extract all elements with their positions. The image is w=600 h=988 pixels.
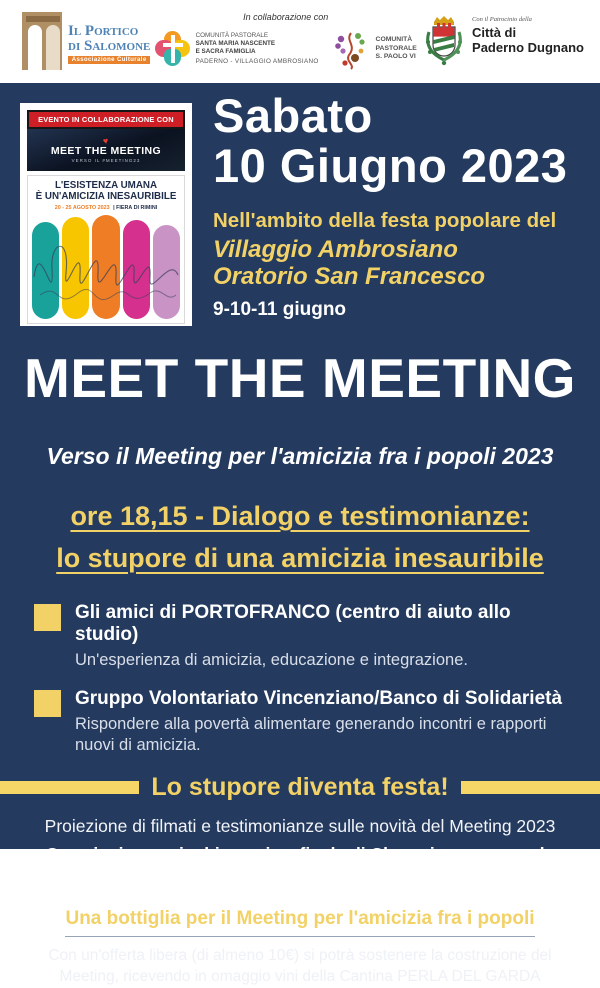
program-heading-line1: ore 18,15 - Dialogo e testimonianze: (70, 500, 530, 531)
event-day: Sabato (213, 89, 373, 142)
spaolo-line1: COMUNITÀ (375, 35, 413, 43)
poster-title-line2: È UN'AMICIZIA INESAURIBILE (35, 190, 177, 202)
portico-title-line2: di Salomone (68, 38, 151, 55)
flyer-body (0, 83, 600, 986)
comunita-smn-logo (155, 31, 319, 67)
event-context: Nell'ambito della festa popolare del (213, 208, 557, 232)
line-art-overlay (30, 215, 182, 319)
event-date-block (213, 91, 567, 321)
main-subtitle: Verso il Meeting per l'amicizia fra i popoli 2023 (46, 442, 554, 469)
patronage-block (421, 14, 584, 76)
festa-banner (0, 773, 600, 802)
event-dates-range: 9-10-11 giugno (213, 299, 347, 321)
vine-art-icon (331, 27, 371, 71)
cross-icon (155, 31, 191, 67)
festa-banner-title: Lo stupore diventa festa! (151, 773, 449, 802)
patronage-city (472, 26, 584, 56)
comunita-smn-text (196, 32, 319, 65)
banner-bar-right (461, 781, 600, 794)
poster-title-block (27, 175, 185, 324)
smn-line2: SANTA MARIA NASCENTE (195, 40, 276, 48)
festa-line2: Cena insieme, giochi, musica, finale di Champions su grande schermo (45, 844, 555, 886)
patronage-text (472, 16, 584, 56)
spaolo-line3: S. PAOLO VI (375, 53, 416, 61)
collaboration-block (155, 12, 417, 71)
poster-title-line1: L'ESISTENZA UMANA (54, 180, 158, 191)
bottle-heading-wrap (0, 908, 600, 937)
portico-title-line1: Il Portico (68, 23, 139, 39)
poster-date-dark: | FIERA DI RIMINI (113, 204, 158, 211)
bottle-text: Con un'offerta libera (di almeno 10€) si potrà sostenere la costruzione del Meeting, ricevendo in omaggio vini della Cantina PERLA DEL GARDA (48, 947, 552, 986)
portico-text (68, 24, 150, 64)
program-item-vincenziano (34, 688, 566, 756)
program-item-text (75, 688, 566, 756)
item-desc: Un'esperienza di amicizia, educazione e integrazione. (75, 651, 468, 670)
program-heading (0, 496, 600, 580)
program-items (34, 602, 566, 757)
header-logos (0, 0, 600, 83)
bottle-heading: Una bottiglia per il Meeting per l'amicizia fra i popoli (65, 908, 534, 937)
collaboration-logos (155, 27, 417, 71)
heart-icon: ♥ (102, 135, 110, 147)
spaolo-line2: PASTORALE (375, 44, 417, 52)
event-date: 10 Giugno 2023 (213, 139, 568, 193)
poster-logo-subtitle: VERSO IL #MEETING23 (71, 158, 141, 164)
bullet-square-icon (34, 690, 61, 717)
poster-date (30, 205, 182, 211)
item-title: Gli amici di PORTOFRANCO (centro di aiuto allo studio) (75, 601, 511, 646)
bullet-square-icon (34, 604, 61, 631)
smn-sub: PADERNO - VILLAGGIO AMBROSIANO (195, 57, 319, 65)
poster-logo-title: MEET THE MEETING (50, 144, 162, 157)
poster-date-orange: 20 - 25 AGOSTO 2023 (54, 204, 110, 211)
collaboration-label: In collaborazione con (243, 12, 329, 22)
banner-bar-left (0, 781, 139, 794)
event-place-line1: Villaggio Ambrosiano (213, 235, 458, 263)
patronage-city-line1: Città di (472, 25, 517, 40)
program-heading-line2: lo stupore di una amicizia inesauribile (56, 542, 544, 573)
poster-banner: EVENTO IN COLLABORAZIONE CON (27, 110, 185, 129)
comunita-spaolo-text (376, 36, 417, 62)
main-title: MEET THE MEETING (24, 347, 576, 409)
smn-line3: E SACRA FAMIGLIA (195, 48, 256, 55)
poster-figures-art (30, 215, 182, 319)
arches-icon (20, 10, 64, 72)
meeting-poster-image (20, 103, 192, 326)
comunita-spaolo-logo (331, 27, 417, 71)
portico-di-salomone-logo (20, 10, 150, 72)
event-place-line2: Oratorio San Francesco (213, 262, 486, 290)
program-item-portofranco (34, 602, 566, 672)
program-item-text (75, 602, 566, 672)
patronage-city-line2: Paderno Dugnano (472, 39, 584, 55)
item-title: Gruppo Volontariato Vincenziano/Banco di Solidarietà (75, 688, 563, 710)
festa-line1: Proiezione di filmati e testimonianze sulle novità del Meeting 2023 (44, 816, 556, 837)
portico-banner: Associazione Culturale (68, 56, 150, 64)
patronage-pre: Con il Patrocinio della (472, 16, 532, 23)
smn-line1: COMUNITÀ PASTORALE (195, 32, 269, 40)
hero-section (0, 83, 600, 331)
coat-of-arms-icon (421, 14, 467, 76)
item-desc: Rispondere alla povertà alimentare generando incontri e rapporti nuovi di amicizia. (75, 715, 547, 755)
poster-space-image (27, 129, 185, 171)
